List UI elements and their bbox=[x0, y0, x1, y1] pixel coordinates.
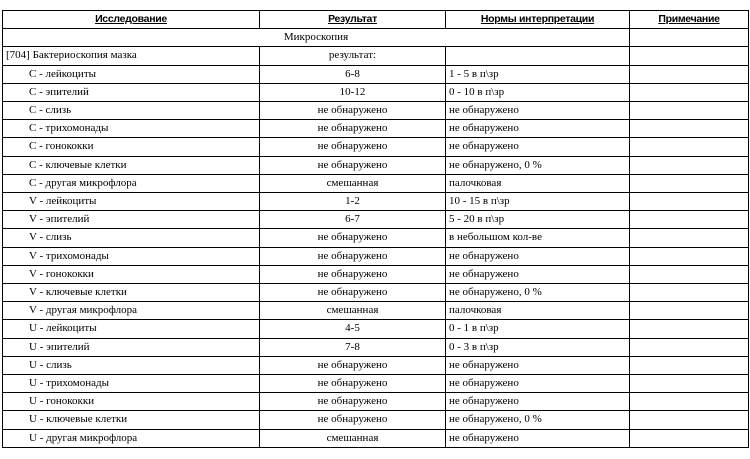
row-result: смешанная bbox=[260, 429, 446, 447]
row-result: 1-2 bbox=[260, 193, 446, 211]
row-norm: палочковая bbox=[446, 174, 630, 192]
row-note bbox=[630, 174, 749, 192]
row-study-name: V - слизь bbox=[3, 229, 260, 247]
row-note bbox=[630, 83, 749, 101]
row-note bbox=[630, 302, 749, 320]
row-note bbox=[630, 356, 749, 374]
results-table bbox=[2, 10, 749, 448]
row-norm: не обнаружено bbox=[446, 375, 630, 393]
row-result: не обнаружено bbox=[260, 284, 446, 302]
row-norm: палочковая bbox=[446, 302, 630, 320]
row-norm: не обнаружено bbox=[446, 429, 630, 447]
group-note-cell bbox=[630, 47, 749, 65]
section-row bbox=[3, 29, 749, 47]
row-result: смешанная bbox=[260, 174, 446, 192]
row-note bbox=[630, 375, 749, 393]
header-note: Примечание bbox=[630, 11, 749, 29]
row-result: не обнаружено bbox=[260, 102, 446, 120]
row-study-name: C - ключевые клетки bbox=[3, 156, 260, 174]
row-norm: 0 - 3 в п\зр bbox=[446, 338, 630, 356]
row-result: 4-5 bbox=[260, 320, 446, 338]
row-note bbox=[630, 338, 749, 356]
row-study-name: C - другая микрофлора bbox=[3, 174, 260, 192]
table-row bbox=[3, 83, 749, 101]
row-study-name: V - трихомонады bbox=[3, 247, 260, 265]
table-row bbox=[3, 302, 749, 320]
row-norm: не обнаружено bbox=[446, 120, 630, 138]
row-study-name: U - другая микрофлора bbox=[3, 429, 260, 447]
row-result: не обнаружено bbox=[260, 156, 446, 174]
row-note bbox=[630, 156, 749, 174]
row-study-name: U - эпителий bbox=[3, 338, 260, 356]
table-row bbox=[3, 174, 749, 192]
row-study-name: U - гонококки bbox=[3, 393, 260, 411]
table-row bbox=[3, 65, 749, 83]
table-row bbox=[3, 284, 749, 302]
table-row bbox=[3, 411, 749, 429]
row-result: не обнаружено bbox=[260, 411, 446, 429]
row-study-name: C - эпителий bbox=[3, 83, 260, 101]
row-result: 7-8 bbox=[260, 338, 446, 356]
row-note bbox=[630, 102, 749, 120]
table-row bbox=[3, 375, 749, 393]
group-norm-cell bbox=[446, 47, 630, 65]
row-norm: 1 - 5 в п\зр bbox=[446, 65, 630, 83]
table-row bbox=[3, 356, 749, 374]
row-study-name: U - ключевые клетки bbox=[3, 411, 260, 429]
row-result: не обнаружено bbox=[260, 138, 446, 156]
row-norm: не обнаружено bbox=[446, 356, 630, 374]
row-study-name: V - другая микрофлора bbox=[3, 302, 260, 320]
row-result: смешанная bbox=[260, 302, 446, 320]
row-result: не обнаружено bbox=[260, 375, 446, 393]
row-note bbox=[630, 138, 749, 156]
section-title: Микроскопия bbox=[3, 29, 630, 47]
row-result: не обнаружено bbox=[260, 393, 446, 411]
table-row bbox=[3, 338, 749, 356]
row-study-name: V - ключевые клетки bbox=[3, 284, 260, 302]
row-note bbox=[630, 247, 749, 265]
row-note bbox=[630, 320, 749, 338]
table-row bbox=[3, 393, 749, 411]
row-result: не обнаружено bbox=[260, 265, 446, 283]
row-result: не обнаружено bbox=[260, 356, 446, 374]
row-note bbox=[630, 65, 749, 83]
table-row bbox=[3, 120, 749, 138]
table-row bbox=[3, 247, 749, 265]
row-result: 6-7 bbox=[260, 211, 446, 229]
row-result: не обнаружено bbox=[260, 247, 446, 265]
row-norm: не обнаружено, 0 % bbox=[446, 284, 630, 302]
row-note bbox=[630, 120, 749, 138]
row-note bbox=[630, 411, 749, 429]
row-study-name: C - лейкоциты bbox=[3, 65, 260, 83]
table-row bbox=[3, 156, 749, 174]
table-row bbox=[3, 429, 749, 447]
row-note bbox=[630, 265, 749, 283]
row-norm: 5 - 20 в п\зр bbox=[446, 211, 630, 229]
row-norm: не обнаружено, 0 % bbox=[446, 156, 630, 174]
row-study-name: U - лейкоциты bbox=[3, 320, 260, 338]
row-result: 10-12 bbox=[260, 83, 446, 101]
row-note bbox=[630, 193, 749, 211]
header-result: Результат bbox=[260, 11, 446, 29]
row-note bbox=[630, 284, 749, 302]
group-row bbox=[3, 47, 749, 65]
row-study-name: U - трихомонады bbox=[3, 375, 260, 393]
row-norm: 0 - 10 в п\зр bbox=[446, 83, 630, 101]
row-norm: не обнаружено bbox=[446, 102, 630, 120]
row-note bbox=[630, 429, 749, 447]
group-result-label: результат: bbox=[260, 47, 446, 65]
row-study-name: C - слизь bbox=[3, 102, 260, 120]
row-note bbox=[630, 211, 749, 229]
row-result: 6-8 bbox=[260, 65, 446, 83]
row-norm: не обнаружено bbox=[446, 138, 630, 156]
table-row bbox=[3, 138, 749, 156]
row-norm: не обнаружено bbox=[446, 265, 630, 283]
row-result: не обнаружено bbox=[260, 120, 446, 138]
row-study-name: U - слизь bbox=[3, 356, 260, 374]
table-row bbox=[3, 193, 749, 211]
row-study-name: V - лейкоциты bbox=[3, 193, 260, 211]
table-row bbox=[3, 211, 749, 229]
row-note bbox=[630, 393, 749, 411]
row-norm: в небольшом кол-ве bbox=[446, 229, 630, 247]
table-row bbox=[3, 229, 749, 247]
row-norm: не обнаружено bbox=[446, 247, 630, 265]
group-code-label: [704] Бактериоскопия мазка bbox=[3, 47, 260, 65]
table-row bbox=[3, 265, 749, 283]
row-norm: 0 - 1 в п\зр bbox=[446, 320, 630, 338]
row-norm: 10 - 15 в п\зр bbox=[446, 193, 630, 211]
row-result: не обнаружено bbox=[260, 229, 446, 247]
row-study-name: C - гонококки bbox=[3, 138, 260, 156]
table-row bbox=[3, 102, 749, 120]
section-note-cell bbox=[630, 29, 749, 47]
row-study-name: V - эпителий bbox=[3, 211, 260, 229]
header-study: Исследование bbox=[3, 11, 260, 29]
row-norm: не обнаружено, 0 % bbox=[446, 411, 630, 429]
row-study-name: C - трихомонады bbox=[3, 120, 260, 138]
table-header-row bbox=[3, 11, 749, 29]
row-note bbox=[630, 229, 749, 247]
table-row bbox=[3, 320, 749, 338]
header-norms: Нормы интерпретации bbox=[446, 11, 630, 29]
row-norm: не обнаружено bbox=[446, 393, 630, 411]
row-study-name: V - гонококки bbox=[3, 265, 260, 283]
